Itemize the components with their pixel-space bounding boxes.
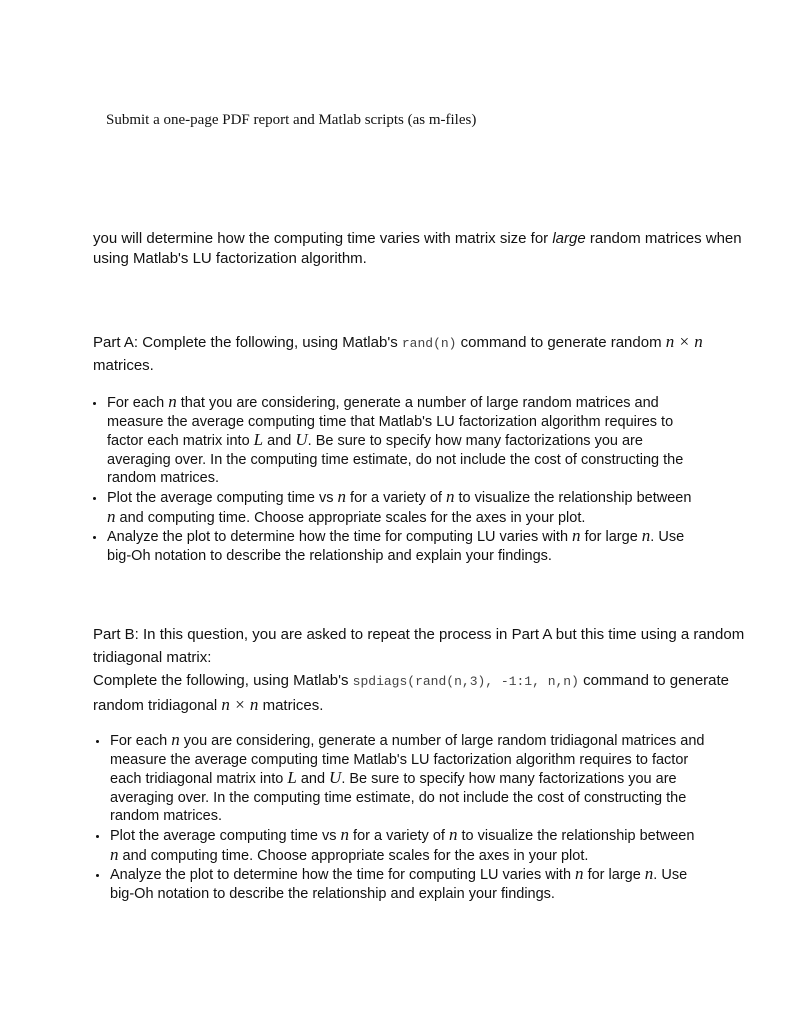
part-a-task-item bbox=[92, 488, 702, 527]
part-b-command: spdiags(rand(n,3), -1:1, n,n) bbox=[352, 674, 579, 689]
text-span: you are considering, generate a number of large random tridiagonal matrices and measure the average computing time Matlab's LU factorization algorithm requires to factor each tridiagonal matrix into bbox=[110, 733, 705, 788]
part-b-task-item bbox=[95, 826, 705, 865]
text-span: . Be sure to specify how many factorizations you are averaging over. In the computing time estimate, do not include the cost of constructing the random matrices. bbox=[107, 433, 684, 487]
text-span: that you are considering, generate a number of large random matrices and measure the average computing time that Matlab's LU factorization algorithm requires to factor each matrix into bbox=[107, 395, 674, 450]
math-var-n: n bbox=[337, 486, 347, 506]
part-b-task-item bbox=[95, 865, 705, 903]
text-span: Plot the average computing time vs bbox=[110, 827, 341, 844]
intro-emphasis: large bbox=[552, 230, 586, 247]
math-var-L: L bbox=[287, 768, 297, 788]
part-b-task-list bbox=[95, 731, 705, 903]
part-b-line1: Part B: In this question, you are asked to repeat the process in Part A but this time using a random tridiagonal matrix: bbox=[93, 626, 745, 666]
part-a-intro-before: Part A: Complete the following, using Matlab's bbox=[93, 334, 402, 351]
text-span: and computing time. Choose appropriate scales for the axes in your plot. bbox=[115, 509, 586, 526]
math-var-n: n bbox=[171, 730, 180, 749]
math-var-U: U bbox=[295, 430, 308, 450]
text-span: and bbox=[296, 771, 330, 788]
part-a-intro-after: command to generate random bbox=[456, 334, 666, 351]
text-span: For each bbox=[110, 733, 172, 749]
text-span: Plot the average computing time vs bbox=[107, 489, 338, 506]
part-b-line2-after: command to generate random tridiagonal bbox=[93, 672, 730, 714]
math-var-n: n bbox=[572, 526, 581, 546]
part-a-task-item bbox=[92, 393, 702, 488]
math-var-n: n bbox=[445, 486, 455, 506]
text-span: . Use big-Oh notation to describe the relationship and explain your findings. bbox=[107, 529, 685, 564]
part-b-line2-before: Complete the following, using Matlab's bbox=[93, 672, 353, 689]
text-span: for a variety of bbox=[349, 827, 449, 844]
part-b-task-item bbox=[95, 731, 705, 826]
math-var-U: U bbox=[329, 768, 342, 788]
part-a-task-list bbox=[92, 393, 702, 565]
math-var-n: n bbox=[168, 392, 177, 411]
math-var-n: n bbox=[575, 864, 584, 884]
part-b-intro bbox=[93, 623, 753, 717]
math-var-n: n bbox=[644, 864, 654, 884]
math-var-n: n bbox=[340, 824, 350, 844]
math-var-n: n bbox=[110, 844, 119, 864]
text-span: and bbox=[263, 433, 296, 450]
part-a-matrix-after: matrices. bbox=[93, 357, 154, 374]
submission-note-text: Submit a one-page PDF report and Matlab scripts (as m-files) bbox=[106, 112, 477, 128]
text-span: and computing time. Choose appropriate scales for the axes in your plot. bbox=[118, 847, 589, 864]
intro-text-before: you will determine how the computing time varies with matrix size for bbox=[93, 230, 553, 247]
text-span: to visualize the relationship between bbox=[457, 827, 695, 844]
text-span: for large bbox=[580, 529, 642, 546]
math-var-n: n bbox=[641, 526, 651, 546]
math-var-L: L bbox=[253, 430, 264, 450]
text-span: For each bbox=[107, 395, 169, 411]
part-a-matrix-size: n × n bbox=[665, 332, 703, 351]
text-span: to visualize the relationship between bbox=[454, 489, 692, 506]
text-span: for a variety of bbox=[346, 489, 446, 506]
text-span: . Use big-Oh notation to describe the relationship and explain your findings. bbox=[110, 867, 688, 902]
text-span: . Be sure to specify how many factorizations you are averaging over. In the computing time estimate, do not include the cost of constructing the random matrices. bbox=[110, 771, 687, 825]
intro-paragraph bbox=[93, 229, 743, 269]
submission-note bbox=[106, 112, 476, 129]
math-var-n: n bbox=[448, 824, 458, 844]
text-span: Analyze the plot to determine how the time for computing LU varies with bbox=[110, 867, 576, 884]
part-a-command: rand(n) bbox=[401, 336, 457, 351]
text-span: for large bbox=[583, 867, 645, 884]
part-a-task-item bbox=[92, 527, 702, 565]
text-span: Analyze the plot to determine how the time for computing LU varies with bbox=[107, 529, 573, 546]
part-b-matrix-after: matrices. bbox=[258, 697, 324, 714]
math-var-n: n bbox=[107, 506, 116, 526]
part-a-intro bbox=[93, 331, 753, 377]
part-b-matrix-size: n × n bbox=[221, 695, 259, 714]
intro-text-after: random matrices when using Matlab's LU factorization algorithm. bbox=[93, 230, 742, 267]
